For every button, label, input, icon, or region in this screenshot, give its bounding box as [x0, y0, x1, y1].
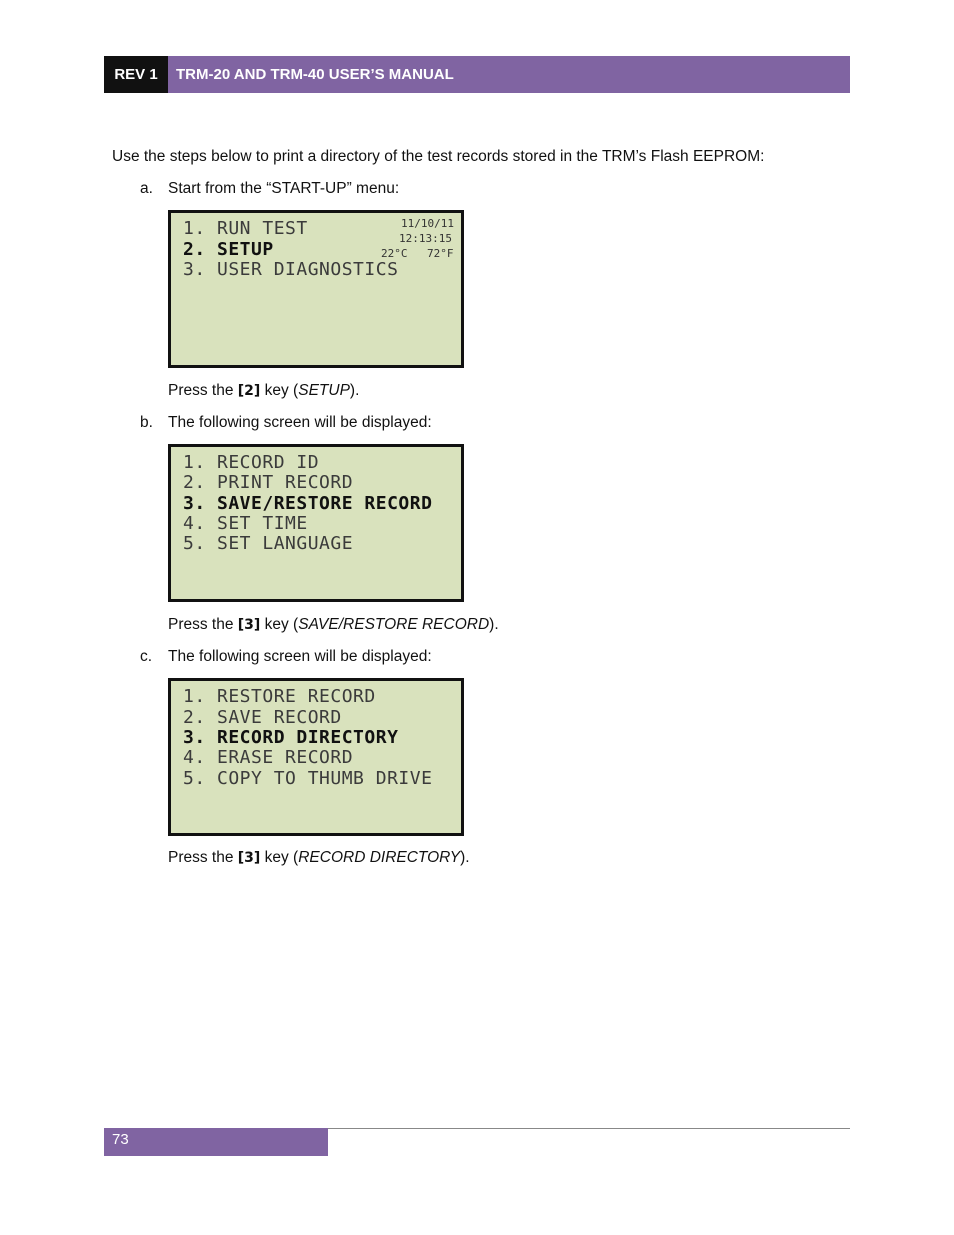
- step-b-instruction: Press the [3] key (SAVE/RESTORE RECORD).: [168, 616, 499, 633]
- lcd-line: 4. ERASE RECORD: [183, 747, 354, 768]
- key-label: [3]: [237, 617, 261, 633]
- page-number: 73: [104, 1128, 328, 1156]
- lcd-line: 1. RESTORE RECORD: [183, 686, 376, 707]
- lcd-screen-save-restore: [168, 678, 464, 836]
- page-header: [104, 56, 850, 93]
- lcd-time: 12:13:15: [399, 232, 452, 245]
- intro-paragraph: Use the steps below to print a directory of the test records stored in the TRM’s Flash EEPROM:: [112, 148, 765, 165]
- lcd-line: 1. RUN TEST: [183, 218, 308, 239]
- lcd-screen-startup: [168, 210, 464, 368]
- lcd-line: 4. SET TIME: [183, 513, 308, 534]
- revision-label: REV 1: [104, 56, 168, 93]
- lcd-line: 3. USER DIAGNOSTICS: [183, 259, 399, 280]
- step-b-text: The following screen will be displayed:: [168, 414, 432, 431]
- key-label: [3]: [237, 850, 261, 866]
- lcd-line-highlighted: 2. SETUP: [183, 239, 274, 260]
- step-a-instruction: Press the [2] key (SETUP).: [168, 382, 360, 399]
- lcd-line: 5. SET LANGUAGE: [183, 533, 354, 554]
- lcd-line: 1. RECORD ID: [183, 452, 320, 473]
- step-c-text: The following screen will be displayed:: [168, 648, 432, 665]
- lcd-line: 2. SAVE RECORD: [183, 707, 342, 728]
- step-a-text: Start from the “START-UP” menu:: [168, 180, 400, 197]
- lcd-line: 5. COPY TO THUMB DRIVE: [183, 768, 433, 789]
- lcd-line-highlighted: 3. RECORD DIRECTORY: [183, 727, 399, 748]
- step-c-letter: c.: [140, 648, 153, 665]
- lcd-date: 11/10/11: [401, 217, 454, 230]
- lcd-line: 2. PRINT RECORD: [183, 472, 354, 493]
- step-a-letter: a.: [140, 180, 153, 197]
- step-b-letter: b.: [140, 414, 153, 431]
- lcd-line-highlighted: 3. SAVE/RESTORE RECORD: [183, 493, 433, 514]
- key-label: [2]: [237, 383, 261, 399]
- manual-title: TRM-20 AND TRM-40 USER’S MANUAL: [168, 56, 850, 93]
- lcd-screen-setup: [168, 444, 464, 602]
- step-c-instruction: Press the [3] key (RECORD DIRECTORY).: [168, 849, 470, 866]
- lcd-temp-fahrenheit: 72°F: [427, 247, 454, 260]
- lcd-temp-celsius: 22°C: [381, 247, 408, 260]
